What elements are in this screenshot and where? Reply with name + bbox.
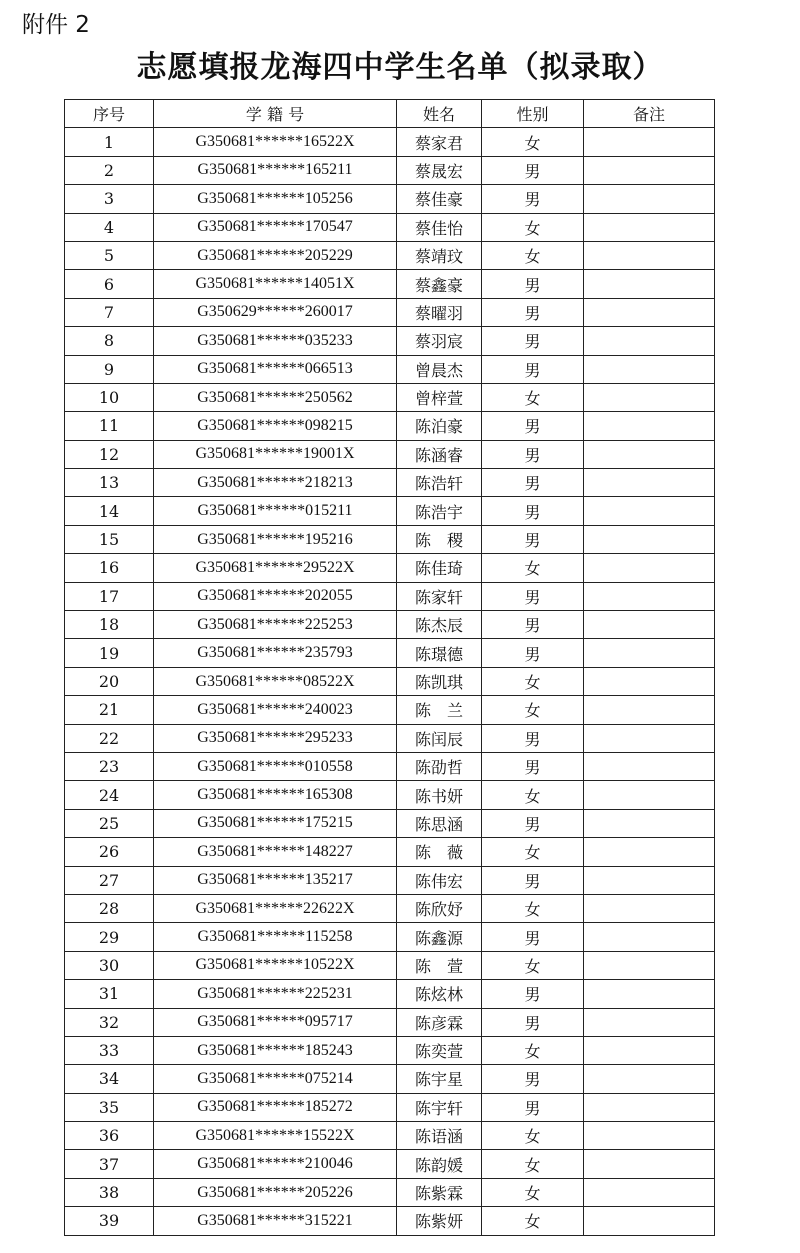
cell-remark: [584, 696, 715, 724]
header-seq: 序号: [65, 100, 154, 128]
table-row: [65, 525, 715, 553]
cell-name: 陈 薇: [397, 838, 482, 866]
cell-student-id: G350681******19001X: [154, 440, 397, 468]
table-row: [65, 241, 715, 269]
cell-student-id: G350681******225253: [154, 611, 397, 639]
cell-name: 陈紫霖: [397, 1178, 482, 1206]
cell-name: 蔡晟宏: [397, 156, 482, 184]
cell-remark: [584, 667, 715, 695]
cell-gender: 男: [482, 412, 584, 440]
cell-remark: [584, 838, 715, 866]
cell-remark: [584, 809, 715, 837]
cell-name: 陈凯琪: [397, 667, 482, 695]
cell-seq: 18: [65, 611, 154, 639]
cell-gender: 女: [482, 1036, 584, 1064]
cell-student-id: G350681******148227: [154, 838, 397, 866]
cell-name: 陈思涵: [397, 809, 482, 837]
cell-seq: 9: [65, 355, 154, 383]
table-row: [65, 781, 715, 809]
cell-seq: 8: [65, 327, 154, 355]
cell-student-id: G350681******165308: [154, 781, 397, 809]
cell-name: 陈 兰: [397, 696, 482, 724]
attachment-label: 附件 2: [22, 12, 90, 38]
cell-student-id: G350681******10522X: [154, 951, 397, 979]
table-row: [65, 1036, 715, 1064]
cell-seq: 29: [65, 923, 154, 951]
cell-student-id: G350681******295233: [154, 724, 397, 752]
cell-seq: 10: [65, 383, 154, 411]
cell-seq: 32: [65, 1008, 154, 1036]
cell-seq: 3: [65, 185, 154, 213]
cell-seq: 15: [65, 525, 154, 553]
cell-seq: 19: [65, 639, 154, 667]
cell-student-id: G350681******235793: [154, 639, 397, 667]
cell-seq: 30: [65, 951, 154, 979]
cell-seq: 12: [65, 440, 154, 468]
cell-remark: [584, 1122, 715, 1150]
cell-student-id: G350681******135217: [154, 866, 397, 894]
cell-seq: 11: [65, 412, 154, 440]
cell-remark: [584, 469, 715, 497]
cell-student-id: G350681******240023: [154, 696, 397, 724]
cell-name: 陈奕萱: [397, 1036, 482, 1064]
cell-gender: 女: [482, 838, 584, 866]
table-row: [65, 185, 715, 213]
cell-gender: 女: [482, 667, 584, 695]
cell-student-id: G350681******218213: [154, 469, 397, 497]
cell-remark: [584, 185, 715, 213]
cell-name: 陈鑫源: [397, 923, 482, 951]
cell-name: 陈语涵: [397, 1122, 482, 1150]
cell-gender: 女: [482, 1207, 584, 1235]
header-student-id: 学 籍 号: [154, 100, 397, 128]
cell-name: 陈韵媛: [397, 1150, 482, 1178]
cell-remark: [584, 752, 715, 780]
cell-gender: 女: [482, 781, 584, 809]
cell-student-id: G350681******205226: [154, 1178, 397, 1206]
document-title: 志愿填报龙海四中学生名单（拟录取）: [136, 50, 664, 85]
cell-gender: 男: [482, 156, 584, 184]
cell-name: 陈家轩: [397, 582, 482, 610]
table-row: [65, 1065, 715, 1093]
cell-student-id: G350681******170547: [154, 213, 397, 241]
table-row: [65, 128, 715, 156]
cell-seq: 16: [65, 554, 154, 582]
cell-remark: [584, 355, 715, 383]
cell-name: 陈璟德: [397, 639, 482, 667]
table-row: [65, 440, 715, 468]
cell-seq: 6: [65, 270, 154, 298]
cell-remark: [584, 298, 715, 326]
table-row: [65, 838, 715, 866]
cell-name: 陈欣妤: [397, 894, 482, 922]
cell-student-id: G350681******08522X: [154, 667, 397, 695]
cell-name: 蔡鑫豪: [397, 270, 482, 298]
cell-seq: 4: [65, 213, 154, 241]
cell-remark: [584, 554, 715, 582]
cell-remark: [584, 951, 715, 979]
cell-student-id: G350681******202055: [154, 582, 397, 610]
cell-seq: 24: [65, 781, 154, 809]
cell-student-id: G350681******14051X: [154, 270, 397, 298]
cell-remark: [584, 611, 715, 639]
cell-gender: 男: [482, 724, 584, 752]
table-body: [65, 128, 715, 1235]
cell-seq: 14: [65, 497, 154, 525]
cell-gender: 男: [482, 469, 584, 497]
cell-gender: 男: [482, 980, 584, 1008]
table-row: [65, 1150, 715, 1178]
cell-remark: [584, 128, 715, 156]
cell-name: 曾梓萱: [397, 383, 482, 411]
table-row: [65, 582, 715, 610]
cell-gender: 男: [482, 923, 584, 951]
cell-remark: [584, 156, 715, 184]
cell-gender: 男: [482, 270, 584, 298]
cell-gender: 男: [482, 639, 584, 667]
table-row: [65, 639, 715, 667]
table-row: [65, 923, 715, 951]
table-row: [65, 355, 715, 383]
cell-student-id: G350681******225231: [154, 980, 397, 1008]
cell-seq: 25: [65, 809, 154, 837]
cell-seq: 23: [65, 752, 154, 780]
cell-student-id: G350681******015211: [154, 497, 397, 525]
cell-name: 陈佳琦: [397, 554, 482, 582]
table-row: [65, 156, 715, 184]
cell-name: 蔡靖玟: [397, 241, 482, 269]
cell-seq: 28: [65, 894, 154, 922]
cell-student-id: G350629******260017: [154, 298, 397, 326]
table-row: [65, 696, 715, 724]
cell-gender: 男: [482, 1008, 584, 1036]
cell-name: 陈书妍: [397, 781, 482, 809]
table-row: [65, 213, 715, 241]
cell-remark: [584, 1093, 715, 1121]
cell-remark: [584, 1036, 715, 1064]
cell-gender: 男: [482, 809, 584, 837]
cell-name: 陈紫妍: [397, 1207, 482, 1235]
cell-remark: [584, 270, 715, 298]
cell-name: 蔡佳豪: [397, 185, 482, 213]
cell-remark: [584, 980, 715, 1008]
cell-gender: 男: [482, 1065, 584, 1093]
table-row: [65, 270, 715, 298]
cell-remark: [584, 1178, 715, 1206]
cell-remark: [584, 241, 715, 269]
cell-remark: [584, 1065, 715, 1093]
table-row: [65, 667, 715, 695]
cell-student-id: G350681******066513: [154, 355, 397, 383]
cell-remark: [584, 781, 715, 809]
cell-remark: [584, 1008, 715, 1036]
cell-student-id: G350681******075214: [154, 1065, 397, 1093]
table-row: [65, 412, 715, 440]
cell-name: 陈浩宇: [397, 497, 482, 525]
cell-student-id: G350681******250562: [154, 383, 397, 411]
cell-student-id: G350681******185243: [154, 1036, 397, 1064]
table-row: [65, 866, 715, 894]
cell-student-id: G350681******165211: [154, 156, 397, 184]
cell-seq: 27: [65, 866, 154, 894]
cell-gender: 女: [482, 213, 584, 241]
table-row: [65, 611, 715, 639]
table-row: [65, 724, 715, 752]
cell-student-id: G350681******098215: [154, 412, 397, 440]
cell-remark: [584, 383, 715, 411]
cell-name: 陈泊豪: [397, 412, 482, 440]
cell-student-id: G350681******315221: [154, 1207, 397, 1235]
cell-seq: 21: [65, 696, 154, 724]
cell-gender: 男: [482, 752, 584, 780]
table-row: [65, 469, 715, 497]
cell-gender: 女: [482, 1150, 584, 1178]
student-list-table: [64, 99, 715, 1236]
header-name: 姓名: [397, 100, 482, 128]
table-row: [65, 1122, 715, 1150]
cell-name: 陈炫林: [397, 980, 482, 1008]
cell-student-id: G350681******195216: [154, 525, 397, 553]
cell-name: 陈杰辰: [397, 611, 482, 639]
cell-student-id: G350681******29522X: [154, 554, 397, 582]
cell-student-id: G350681******205229: [154, 241, 397, 269]
cell-name: 陈伟宏: [397, 866, 482, 894]
cell-remark: [584, 866, 715, 894]
cell-seq: 13: [65, 469, 154, 497]
cell-remark: [584, 497, 715, 525]
cell-student-id: G350681******115258: [154, 923, 397, 951]
cell-student-id: G350681******15522X: [154, 1122, 397, 1150]
cell-student-id: G350681******105256: [154, 185, 397, 213]
cell-gender: 男: [482, 298, 584, 326]
table-row: [65, 327, 715, 355]
cell-seq: 39: [65, 1207, 154, 1235]
cell-seq: 36: [65, 1122, 154, 1150]
cell-remark: [584, 1207, 715, 1235]
cell-name: 陈浩轩: [397, 469, 482, 497]
cell-name: 蔡羽宸: [397, 327, 482, 355]
table-row: [65, 809, 715, 837]
cell-seq: 38: [65, 1178, 154, 1206]
table-row: [65, 1207, 715, 1235]
cell-name: 陈彦霖: [397, 1008, 482, 1036]
cell-seq: 26: [65, 838, 154, 866]
cell-name: 蔡家君: [397, 128, 482, 156]
cell-gender: 女: [482, 1178, 584, 1206]
cell-gender: 男: [482, 525, 584, 553]
table-row: [65, 1008, 715, 1036]
cell-gender: 女: [482, 894, 584, 922]
cell-name: 陈闰辰: [397, 724, 482, 752]
cell-student-id: G350681******16522X: [154, 128, 397, 156]
cell-gender: 女: [482, 951, 584, 979]
cell-seq: 31: [65, 980, 154, 1008]
table-row: [65, 894, 715, 922]
header-remark: 备注: [584, 100, 715, 128]
cell-remark: [584, 1150, 715, 1178]
cell-seq: 37: [65, 1150, 154, 1178]
cell-seq: 5: [65, 241, 154, 269]
cell-remark: [584, 440, 715, 468]
cell-student-id: G350681******22622X: [154, 894, 397, 922]
cell-gender: 男: [482, 611, 584, 639]
cell-seq: 22: [65, 724, 154, 752]
cell-name: 蔡曜羽: [397, 298, 482, 326]
cell-seq: 33: [65, 1036, 154, 1064]
cell-name: 陈 稷: [397, 525, 482, 553]
cell-gender: 男: [482, 355, 584, 383]
cell-student-id: G350681******010558: [154, 752, 397, 780]
cell-name: 陈劭哲: [397, 752, 482, 780]
cell-seq: 34: [65, 1065, 154, 1093]
cell-seq: 35: [65, 1093, 154, 1121]
cell-name: 陈 萱: [397, 951, 482, 979]
table-row: [65, 1178, 715, 1206]
header-gender: 性别: [482, 100, 584, 128]
cell-name: 蔡佳怡: [397, 213, 482, 241]
cell-gender: 女: [482, 383, 584, 411]
cell-seq: 17: [65, 582, 154, 610]
table-row: [65, 951, 715, 979]
cell-seq: 2: [65, 156, 154, 184]
cell-student-id: G350681******210046: [154, 1150, 397, 1178]
cell-gender: 男: [482, 497, 584, 525]
cell-student-id: G350681******095717: [154, 1008, 397, 1036]
cell-remark: [584, 894, 715, 922]
cell-seq: 1: [65, 128, 154, 156]
cell-remark: [584, 327, 715, 355]
cell-gender: 女: [482, 128, 584, 156]
cell-remark: [584, 923, 715, 951]
cell-gender: 男: [482, 1093, 584, 1121]
table-row: [65, 554, 715, 582]
cell-gender: 女: [482, 554, 584, 582]
table-header-row: [65, 100, 715, 128]
cell-gender: 女: [482, 241, 584, 269]
cell-gender: 男: [482, 185, 584, 213]
cell-seq: 7: [65, 298, 154, 326]
cell-name: 曾晨杰: [397, 355, 482, 383]
cell-gender: 男: [482, 440, 584, 468]
cell-student-id: G350681******175215: [154, 809, 397, 837]
cell-gender: 男: [482, 582, 584, 610]
cell-remark: [584, 213, 715, 241]
cell-gender: 女: [482, 696, 584, 724]
cell-student-id: G350681******035233: [154, 327, 397, 355]
cell-name: 陈宇星: [397, 1065, 482, 1093]
cell-remark: [584, 412, 715, 440]
cell-remark: [584, 582, 715, 610]
table-row: [65, 752, 715, 780]
cell-name: 陈涵睿: [397, 440, 482, 468]
cell-remark: [584, 639, 715, 667]
table-row: [65, 1093, 715, 1121]
cell-gender: 男: [482, 866, 584, 894]
cell-gender: 女: [482, 1122, 584, 1150]
cell-seq: 20: [65, 667, 154, 695]
cell-remark: [584, 724, 715, 752]
table-row: [65, 298, 715, 326]
table-row: [65, 497, 715, 525]
table-row: [65, 980, 715, 1008]
cell-student-id: G350681******185272: [154, 1093, 397, 1121]
cell-remark: [584, 525, 715, 553]
cell-gender: 男: [482, 327, 584, 355]
table-row: [65, 383, 715, 411]
cell-name: 陈宇轩: [397, 1093, 482, 1121]
